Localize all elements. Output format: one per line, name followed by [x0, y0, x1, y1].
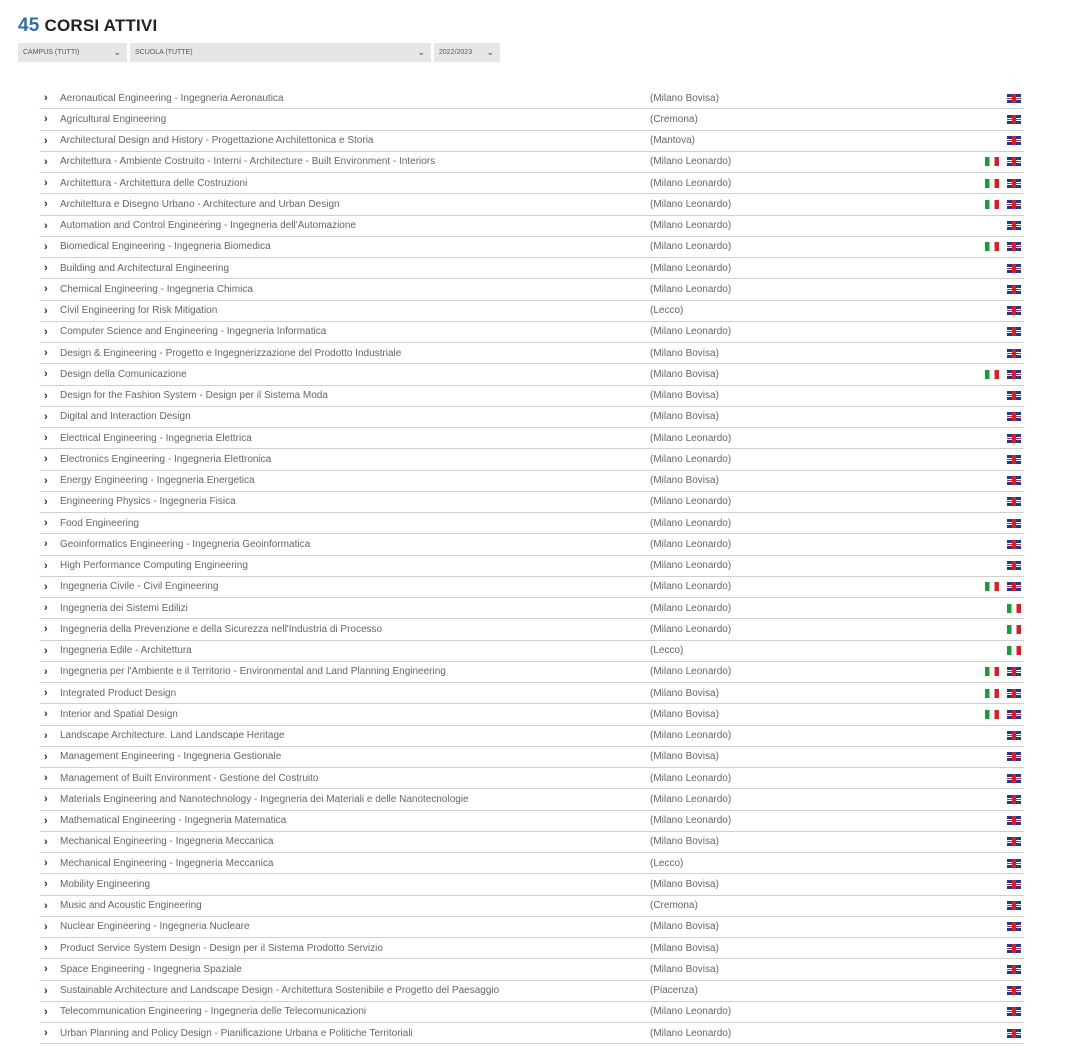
uk-flag-icon: [1007, 561, 1021, 570]
filter-bar: [18, 43, 500, 62]
course-count: 45: [18, 15, 40, 36]
uk-flag-icon: [1007, 157, 1021, 166]
uk-flag-icon: [1007, 901, 1021, 910]
school-select-value: SCUOLA (TUTTE): [135, 49, 193, 56]
uk-flag-icon: [1007, 752, 1021, 761]
course-row[interactable]: [40, 1002, 1024, 1023]
language-flags: [950, 200, 1024, 209]
language-flags: [950, 752, 1024, 761]
uk-flag-icon: [1007, 242, 1021, 251]
italian-flag-icon: [985, 710, 999, 719]
course-campus: (Milano Bovisa): [650, 942, 719, 954]
course-name[interactable]: Ingegneria dei Sistemi Edilizi: [60, 602, 188, 614]
course-campus: (Milano Bovisa): [650, 836, 719, 848]
language-flags: [950, 561, 1024, 570]
chevron-right-icon: ›: [44, 580, 48, 593]
course-campus: (Milano Bovisa): [650, 687, 719, 699]
chevron-right-icon: ›: [44, 942, 48, 955]
chevron-right-icon: ›: [44, 240, 48, 253]
italian-flag-icon: [985, 667, 999, 676]
uk-flag-icon: [1007, 1007, 1021, 1016]
language-flags: [950, 901, 1024, 910]
course-campus: (Milano Leonardo): [650, 326, 732, 338]
course-name[interactable]: Urban Planning and Policy Design - Pianificazione Urbana e Politiche Territoriali: [60, 1027, 413, 1039]
course-campus: (Milano Bovisa): [650, 751, 719, 763]
uk-flag-icon: [1007, 880, 1021, 889]
course-campus: (Milano Bovisa): [650, 390, 719, 402]
course-row[interactable]: [40, 109, 1024, 130]
course-name[interactable]: Biomedical Engineering - Ingegneria Biomedica: [60, 241, 271, 253]
uk-flag-icon: [1007, 434, 1021, 443]
course-row[interactable]: [40, 683, 1024, 704]
language-flags: [950, 922, 1024, 931]
course-name[interactable]: Agricultural Engineering: [60, 113, 167, 125]
chevron-right-icon: ›: [44, 984, 48, 997]
language-flags: [950, 625, 1024, 634]
chevron-down-icon: ⌄: [113, 47, 121, 57]
chevron-right-icon: ›: [44, 283, 48, 296]
language-flags: [950, 306, 1024, 315]
italian-flag-icon: [985, 200, 999, 209]
course-name[interactable]: Telecommunication Engineering - Ingegneria delle Telecomunicazioni: [60, 1006, 367, 1018]
uk-flag-icon: [1007, 497, 1021, 506]
chevron-right-icon: ›: [44, 325, 48, 338]
chevron-right-icon: ›: [44, 687, 48, 700]
italian-flag-icon: [1007, 604, 1021, 613]
course-name[interactable]: Product Service System Design - Design per il Sistema Prodotto Servizio: [60, 942, 383, 954]
course-campus: (Milano Bovisa): [650, 368, 719, 380]
uk-flag-icon: [1007, 1029, 1021, 1038]
chevron-right-icon: ›: [44, 602, 48, 615]
course-row[interactable]: [40, 641, 1024, 662]
course-row[interactable]: [40, 1023, 1024, 1044]
course-campus: (Milano Leonardo): [650, 666, 732, 678]
chevron-right-icon: ›: [44, 134, 48, 147]
uk-flag-icon: [1007, 731, 1021, 740]
course-campus: (Milano Leonardo): [650, 283, 732, 295]
school-select[interactable]: [130, 43, 431, 62]
course-row[interactable]: [40, 471, 1024, 492]
chevron-down-icon: ⌄: [486, 47, 494, 57]
course-row[interactable]: [40, 853, 1024, 874]
language-flags: [950, 412, 1024, 421]
course-campus: (Milano Leonardo): [650, 496, 732, 508]
chevron-right-icon: ›: [44, 368, 48, 381]
language-flags: [950, 349, 1024, 358]
language-flags: [950, 774, 1024, 783]
course-campus: (Lecco): [650, 645, 684, 657]
uk-flag-icon: [1007, 285, 1021, 294]
course-row[interactable]: [40, 938, 1024, 959]
language-flags: [950, 157, 1024, 166]
course-campus: (Milano Bovisa): [650, 878, 719, 890]
italian-flag-icon: [985, 157, 999, 166]
course-name[interactable]: Electronics Engineering - Ingegneria Elettronica: [60, 453, 272, 465]
course-name[interactable]: Sustainable Architecture and Landscape Design - Architettura Sostenibile e Progetto del Paesaggio: [60, 985, 500, 997]
course-campus: (Lecco): [650, 305, 684, 317]
course-row[interactable]: [40, 619, 1024, 640]
course-name[interactable]: Nuclear Engineering - Ingegneria Nucleare: [60, 921, 250, 933]
course-row[interactable]: [40, 407, 1024, 428]
course-row[interactable]: [40, 258, 1024, 279]
course-name[interactable]: Ingegneria Civile - Civil Engineering: [60, 581, 219, 593]
course-row[interactable]: [40, 959, 1024, 980]
uk-flag-icon: [1007, 412, 1021, 421]
course-campus: (Milano Bovisa): [650, 411, 719, 423]
course-list: [40, 88, 1024, 1044]
uk-flag-icon: [1007, 200, 1021, 209]
course-campus: (Milano Bovisa): [650, 92, 719, 104]
course-row[interactable]: [40, 789, 1024, 810]
chevron-right-icon: ›: [44, 878, 48, 891]
course-row[interactable]: [40, 513, 1024, 534]
language-flags: [950, 540, 1024, 549]
course-row[interactable]: [40, 832, 1024, 853]
course-name[interactable]: Mechanical Engineering - Ingegneria Meccanica: [60, 836, 274, 848]
language-flags: [950, 667, 1024, 676]
course-campus: (Milano Leonardo): [650, 793, 732, 805]
course-campus: (Milano Leonardo): [650, 623, 732, 635]
course-row[interactable]: [40, 747, 1024, 768]
language-flags: [950, 327, 1024, 336]
course-name[interactable]: Automation and Control Engineering - Ingegneria dell'Automazione: [60, 220, 356, 232]
course-campus: (Milano Leonardo): [650, 772, 732, 784]
uk-flag-icon: [1007, 519, 1021, 528]
course-name[interactable]: Design della Comunicazione: [60, 368, 187, 380]
language-flags: [950, 179, 1024, 188]
language-flags: [950, 136, 1024, 145]
chevron-right-icon: ›: [44, 665, 48, 678]
course-name[interactable]: Ingegneria per l'Ambiente e il Territorio - Environmental and Land Planning Engineering: [60, 666, 446, 678]
chevron-right-icon: ›: [44, 495, 48, 508]
chevron-right-icon: ›: [44, 453, 48, 466]
course-name[interactable]: Materials Engineering and Nanotechnology - Ingegneria dei Materiali e delle Nanotecnologie: [60, 793, 469, 805]
language-flags: [950, 944, 1024, 953]
course-campus: (Milano Leonardo): [650, 538, 732, 550]
language-flags: [950, 859, 1024, 868]
language-flags: [950, 731, 1024, 740]
course-campus: (Milano Leonardo): [650, 581, 732, 593]
chevron-right-icon: ›: [44, 835, 48, 848]
course-name[interactable]: Architectural Design and History - Progettazione Architettonica e Storia: [60, 135, 374, 147]
course-campus: (Cremona): [650, 900, 698, 912]
uk-flag-icon: [1007, 540, 1021, 549]
course-name[interactable]: Management of Built Environment - Gestione del Costruito: [60, 772, 319, 784]
campus-select[interactable]: [18, 43, 127, 62]
course-campus: (Cremona): [650, 113, 698, 125]
uk-flag-icon: [1007, 455, 1021, 464]
chevron-right-icon: ›: [44, 474, 48, 487]
course-campus: (Milano Leonardo): [650, 453, 732, 465]
uk-flag-icon: [1007, 221, 1021, 230]
uk-flag-icon: [1007, 94, 1021, 103]
uk-flag-icon: [1007, 710, 1021, 719]
uk-flag-icon: [1007, 837, 1021, 846]
course-row[interactable]: [40, 301, 1024, 322]
uk-flag-icon: [1007, 582, 1021, 591]
course-name[interactable]: Ingegneria della Prevenzione e della Sicurezza nell'Industria di Processo: [60, 623, 383, 635]
language-flags: [950, 370, 1024, 379]
language-flags: [950, 94, 1024, 103]
uk-flag-icon: [1007, 986, 1021, 995]
course-campus: (Milano Leonardo): [650, 815, 732, 827]
course-row[interactable]: [40, 662, 1024, 683]
course-row[interactable]: [40, 386, 1024, 407]
year-select[interactable]: [434, 43, 500, 62]
course-name[interactable]: Music and Acoustic Engineering: [60, 900, 202, 912]
chevron-right-icon: ›: [44, 793, 48, 806]
course-row[interactable]: [40, 811, 1024, 832]
language-flags: [950, 497, 1024, 506]
course-campus: (Milano Bovisa): [650, 921, 719, 933]
course-name[interactable]: Space Engineering - Ingegneria Spaziale: [60, 963, 242, 975]
course-campus: (Piacenza): [650, 985, 698, 997]
uk-flag-icon: [1007, 306, 1021, 315]
course-name[interactable]: Architettura - Architettura delle Costruzioni: [60, 177, 248, 189]
uk-flag-icon: [1007, 795, 1021, 804]
language-flags: [950, 880, 1024, 889]
chevron-right-icon: ›: [44, 347, 48, 360]
title-label: CORSI ATTIVI: [44, 16, 158, 35]
course-campus: (Milano Bovisa): [650, 347, 719, 359]
course-name[interactable]: Food Engineering: [60, 517, 139, 529]
language-flags: [950, 1007, 1024, 1016]
course-name[interactable]: Chemical Engineering - Ingegneria Chimica: [60, 283, 253, 295]
uk-flag-icon: [1007, 944, 1021, 953]
course-row[interactable]: [40, 449, 1024, 470]
course-name[interactable]: Computer Science and Engineering - Ingegneria Informatica: [60, 326, 327, 338]
chevron-right-icon: ›: [44, 920, 48, 933]
chevron-right-icon: ›: [44, 644, 48, 657]
uk-flag-icon: [1007, 689, 1021, 698]
uk-flag-icon: [1007, 774, 1021, 783]
year-select-value: 2022/2023: [439, 49, 473, 56]
language-flags: [950, 1029, 1024, 1038]
campus-select-value: CAMPUS (TUTTI): [23, 49, 80, 56]
italian-flag-icon: [985, 582, 999, 591]
chevron-right-icon: ›: [44, 389, 48, 402]
chevron-right-icon: ›: [44, 410, 48, 423]
uk-flag-icon: [1007, 476, 1021, 485]
uk-flag-icon: [1007, 667, 1021, 676]
course-name[interactable]: Digital and Interaction Design: [60, 411, 191, 423]
course-name[interactable]: Building and Architectural Engineering: [60, 262, 229, 274]
course-campus: (Milano Leonardo): [650, 1027, 732, 1039]
course-name[interactable]: Electrical Engineering - Ingegneria Elettrica: [60, 432, 252, 444]
course-row[interactable]: [40, 237, 1024, 258]
chevron-right-icon: ›: [44, 899, 48, 912]
italian-flag-icon: [1007, 625, 1021, 634]
chevron-right-icon: ›: [44, 814, 48, 827]
course-row[interactable]: [40, 194, 1024, 215]
course-campus: (Milano Leonardo): [650, 432, 732, 444]
course-row[interactable]: [40, 152, 1024, 173]
uk-flag-icon: [1007, 349, 1021, 358]
chevron-right-icon: ›: [44, 262, 48, 275]
course-campus: (Milano Leonardo): [650, 198, 732, 210]
chevron-right-icon: ›: [44, 219, 48, 232]
course-row[interactable]: [40, 704, 1024, 725]
italian-flag-icon: [985, 179, 999, 188]
course-row[interactable]: [40, 726, 1024, 747]
chevron-right-icon: ›: [44, 177, 48, 190]
italian-flag-icon: [985, 689, 999, 698]
course-campus: (Milano Leonardo): [650, 156, 732, 168]
course-campus: (Milano Leonardo): [650, 262, 732, 274]
language-flags: [950, 455, 1024, 464]
language-flags: [950, 582, 1024, 591]
language-flags: [950, 795, 1024, 804]
language-flags: [950, 986, 1024, 995]
course-row[interactable]: [40, 896, 1024, 917]
chevron-right-icon: ›: [44, 1027, 48, 1040]
course-name[interactable]: Interior and Spatial Design: [60, 708, 178, 720]
chevron-right-icon: ›: [44, 1005, 48, 1018]
chevron-right-icon: ›: [44, 517, 48, 530]
language-flags: [950, 646, 1024, 655]
course-name[interactable]: Architettura e Disegno Urbano - Architecture and Urban Design: [60, 198, 340, 210]
uk-flag-icon: [1007, 264, 1021, 273]
language-flags: [950, 689, 1024, 698]
language-flags: [950, 837, 1024, 846]
page-title: [18, 15, 500, 37]
chevron-right-icon: ›: [44, 750, 48, 763]
uk-flag-icon: [1007, 136, 1021, 145]
uk-flag-icon: [1007, 370, 1021, 379]
uk-flag-icon: [1007, 391, 1021, 400]
course-name[interactable]: Management Engineering - Ingegneria Gestionale: [60, 751, 282, 763]
course-row[interactable]: [40, 917, 1024, 938]
course-row[interactable]: [40, 556, 1024, 577]
course-name[interactable]: Mechanical Engineering - Ingegneria Meccanica: [60, 857, 274, 869]
chevron-right-icon: ›: [44, 857, 48, 870]
course-row[interactable]: [40, 492, 1024, 513]
uk-flag-icon: [1007, 859, 1021, 868]
chevron-right-icon: ›: [44, 432, 48, 445]
course-name[interactable]: Mathematical Engineering - Ingegneria Matematica: [60, 815, 287, 827]
chevron-right-icon: ›: [44, 729, 48, 742]
course-campus: (Milano Leonardo): [650, 177, 732, 189]
language-flags: [950, 519, 1024, 528]
italian-flag-icon: [985, 242, 999, 251]
language-flags: [950, 115, 1024, 124]
course-campus: (Milano Leonardo): [650, 241, 732, 253]
chevron-right-icon: ›: [44, 304, 48, 317]
course-row[interactable]: [40, 364, 1024, 385]
chevron-right-icon: ›: [44, 708, 48, 721]
course-name[interactable]: Geoinformatics Engineering - Ingegneria Geoinformatica: [60, 538, 311, 550]
uk-flag-icon: [1007, 327, 1021, 336]
course-row[interactable]: [40, 216, 1024, 237]
course-campus: (Milano Bovisa): [650, 475, 719, 487]
uk-flag-icon: [1007, 179, 1021, 188]
course-row[interactable]: [40, 279, 1024, 300]
course-row[interactable]: [40, 577, 1024, 598]
course-row[interactable]: [40, 173, 1024, 194]
uk-flag-icon: [1007, 816, 1021, 825]
course-name[interactable]: Ingegneria Edile - Architettura: [60, 645, 192, 657]
course-row[interactable]: [40, 88, 1024, 109]
chevron-right-icon: ›: [44, 198, 48, 211]
course-row[interactable]: [40, 428, 1024, 449]
course-campus: (Milano Leonardo): [650, 602, 732, 614]
language-flags: [950, 965, 1024, 974]
course-name[interactable]: Design & Engineering - Progetto e Ingegnerizzazione del Prodotto Industriale: [60, 347, 402, 359]
language-flags: [950, 710, 1024, 719]
chevron-right-icon: ›: [44, 538, 48, 551]
language-flags: [950, 221, 1024, 230]
chevron-right-icon: ›: [44, 92, 48, 105]
chevron-right-icon: ›: [44, 113, 48, 126]
course-row[interactable]: [40, 322, 1024, 343]
course-row[interactable]: [40, 131, 1024, 152]
course-campus: (Milano Bovisa): [650, 963, 719, 975]
course-name[interactable]: Design for the Fashion System - Design per il Sistema Moda: [60, 390, 328, 402]
language-flags: [950, 434, 1024, 443]
language-flags: [950, 816, 1024, 825]
course-name[interactable]: Mobility Engineering: [60, 878, 151, 890]
course-campus: (Mantova): [650, 135, 696, 147]
chevron-right-icon: ›: [44, 155, 48, 168]
course-name[interactable]: Energy Engineering - Ingegneria Energetica: [60, 475, 255, 487]
course-row[interactable]: [40, 981, 1024, 1002]
chevron-right-icon: ›: [44, 559, 48, 572]
course-name[interactable]: Aeronautical Engineering - Ingegneria Aeronautica: [60, 92, 284, 104]
language-flags: [950, 264, 1024, 273]
course-campus: (Lecco): [650, 857, 684, 869]
page-header: [18, 15, 500, 62]
course-campus: (Milano Leonardo): [650, 1006, 732, 1018]
chevron-right-icon: ›: [44, 623, 48, 636]
chevron-right-icon: ›: [44, 772, 48, 785]
uk-flag-icon: [1007, 922, 1021, 931]
course-name[interactable]: Architettura - Ambiente Costruito - Interni - Architecture - Built Environment - Interiors: [60, 156, 436, 168]
course-row[interactable]: [40, 768, 1024, 789]
course-row[interactable]: [40, 598, 1024, 619]
course-campus: (Milano Bovisa): [650, 708, 719, 720]
chevron-down-icon: ⌄: [417, 47, 425, 57]
course-row[interactable]: [40, 343, 1024, 364]
course-campus: (Milano Leonardo): [650, 220, 732, 232]
course-name[interactable]: Landscape Architecture. Land Landscape Heritage: [60, 730, 285, 742]
course-name[interactable]: Civil Engineering for Risk Mitigation: [60, 305, 218, 317]
course-campus: (Milano Leonardo): [650, 517, 732, 529]
italian-flag-icon: [1007, 646, 1021, 655]
italian-flag-icon: [985, 370, 999, 379]
course-name[interactable]: Integrated Product Design: [60, 687, 177, 699]
language-flags: [950, 476, 1024, 485]
course-campus: (Milano Leonardo): [650, 730, 732, 742]
course-name[interactable]: High Performance Computing Engineering: [60, 560, 248, 572]
language-flags: [950, 242, 1024, 251]
course-name[interactable]: Engineering Physics - Ingegneria Fisica: [60, 496, 236, 508]
language-flags: [950, 391, 1024, 400]
uk-flag-icon: [1007, 115, 1021, 124]
course-campus: (Milano Leonardo): [650, 560, 732, 572]
course-row[interactable]: [40, 534, 1024, 555]
language-flags: [950, 604, 1024, 613]
uk-flag-icon: [1007, 965, 1021, 974]
chevron-right-icon: ›: [44, 963, 48, 976]
language-flags: [950, 285, 1024, 294]
course-row[interactable]: [40, 874, 1024, 895]
